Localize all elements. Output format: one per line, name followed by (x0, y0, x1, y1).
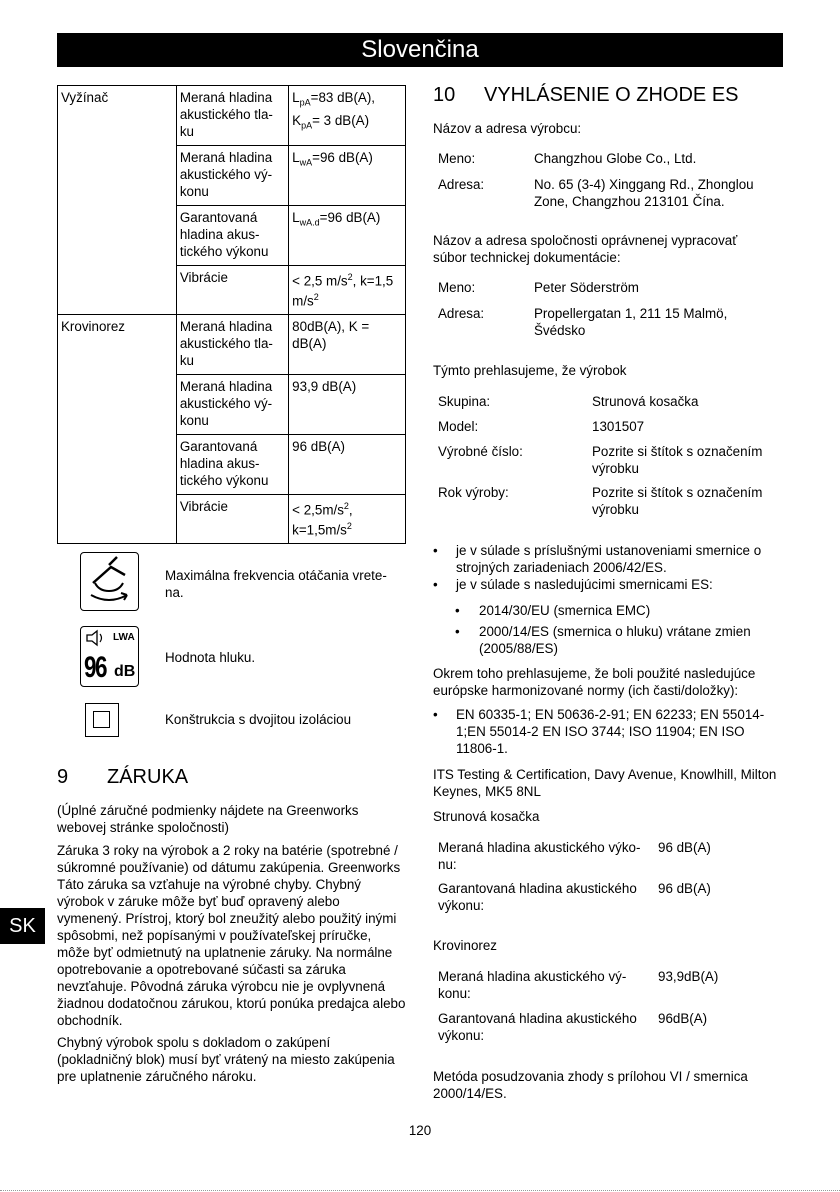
trimmer-heading: Strunová kosačka (433, 809, 540, 824)
list-item: • 2000/14/ES (smernica o hluku) vrátane zmien (2005/88/ES) (455, 624, 751, 656)
double-insulation-icon (85, 703, 119, 737)
section-title: ZÁRUKA (107, 766, 189, 788)
kv-value: 96dB(A) (658, 1011, 708, 1026)
kv-value: Pozrite si štítok s označením výrobku (592, 444, 763, 476)
list-item: • 2014/30/EU (smernica EMC) (455, 603, 651, 618)
noise-vibration-table (57, 85, 406, 544)
table-value-cell: $L_{wA.d}=96$ dB(A) (289, 206, 406, 266)
max-rotation-icon (80, 552, 139, 611)
table-value-cell: $L_{wA}=96$ dB(A) (289, 146, 406, 206)
kv-value: 1301507 (592, 419, 645, 434)
kv-value: 96 dB(A) (658, 840, 711, 855)
table-value-cell: 80dB(A), K = dB(A) (289, 314, 406, 374)
paragraph: Záruka 3 roky na výrobok a 2 roky na batérie (spotrebné / súkromné používanie) od dátumu zakúpenia. Greenworks Táto záruka sa vzťahuje na výrobné chyby. Chybný výrobok v záruke môže byť buď opravený alebo vymenený. Prístroj, ktorý bol zneužitý alebo použitý inými spôsobmi, než popísanými v používateľskej príručke, môže byť odmietnutý na uplatnenie záruky. Na normálne opotrebovanie a opotrebované súčasti sa záruka nevzťahuje. Pôvodná záruka výrobcu nie je ovplyvnená žiadnou dodatočnou zárukou, ktorú ponúka predajca alebo obchodník. (57, 843, 406, 1028)
kv-key: Skupina: (438, 394, 491, 409)
paragraph: Chybný výrobok spolu s dokladom o zakúpení (pokladničný blok) musí byť vrátený na miesto zakúpenia pre uplatnenie záručného nároku. (57, 1035, 395, 1084)
table-row (58, 314, 406, 374)
declare-text: Týmto prehlasujeme, že výrobok (433, 363, 627, 378)
table-group-cell: Vyžínač (58, 86, 177, 315)
table-label-cell: Meraná hladina akustického tla-ku (176, 86, 288, 146)
table-label-cell: Meraná hladina akustického vý-konu (176, 146, 288, 206)
table-row (58, 86, 406, 146)
kv-key: Model: (438, 419, 479, 434)
symbol-text: Maximálna frekvencia otáčania vrete-na. (165, 568, 387, 600)
table-group-cell: Krovinorez (58, 314, 177, 543)
kv-key: Meno: (438, 280, 476, 295)
kv-value: Changzhou Globe Co., Ltd. (534, 151, 697, 166)
kv-value: 93,9dB(A) (658, 969, 719, 984)
manufacturer-heading: Názov a adresa výrobcu: (433, 121, 582, 136)
method-text: Metóda posudzovania zhody s prílohou VI / smernica 2000/14/ES. (433, 1069, 748, 1101)
kv-key: Garantovaná hladina akustického výkonu: (438, 1011, 637, 1043)
symbol-text: Konštrukcia s dvojitou izoláciou (165, 712, 352, 727)
kv-value: Propellergatan 1, 211 15 Malmö, Švédsko (534, 306, 728, 338)
kv-key: Meraná hladina akustického výko-nu: (438, 840, 641, 872)
table-value-cell: < $2,5m/s^2$, $k=1,5m/s^2$ (289, 494, 406, 543)
lwa-label: LWA (113, 632, 135, 643)
page-edge-divider (0, 1190, 840, 1191)
kv-key: Meno: (438, 151, 476, 166)
list-item: • EN 60335-1; EN 50636-2-91; EN 62233; EN 55014-1;EN 55014-2 EN ISO 3744; ISO 11904; EN ISO 11806-1. (433, 707, 765, 756)
brush-heading: Krovinorez (433, 938, 498, 953)
table-value-cell: < 2,5 $m/s^2$, k=1,5 $m/s^2$ (289, 266, 406, 315)
table-label-cell: Meraná hladina akustického vý-konu (176, 374, 288, 434)
authorized-heading: Názov a adresa spoločnosti oprávnenej vypracovať súbor technickej dokumentácie: (433, 233, 738, 265)
table-value-cell: $L_{pA}=83$ dB(A), $K_{pA}= 3$ dB(A) (289, 86, 406, 146)
language-tab: SK (0, 908, 45, 944)
kv-key: Meraná hladina akustického vý-konu: (438, 969, 627, 1001)
table-label-cell: Garantovaná hladina akus-tického výkonu (176, 206, 288, 266)
section-number: 10 (433, 84, 456, 106)
paragraph: (Úplné záručné podmienky nájdete na Greenworks webovej stránke spoločnosti) (57, 803, 359, 835)
table-label-cell: Vibrácie (176, 494, 288, 543)
noise-unit: dB (114, 663, 136, 680)
page-number: 120 (408, 1123, 432, 1138)
noise-value: 96 (84, 651, 107, 684)
section-title: VYHLÁSENIE O ZHODE ES (484, 84, 739, 106)
table-label-cell: Meraná hladina akustického tla-ku (176, 314, 288, 374)
kv-key: Výrobné číslo: (438, 444, 523, 459)
table-label-cell: Garantovaná hladina akus-tického výkonu (176, 434, 288, 494)
section-number: 9 (57, 766, 69, 788)
kv-key: Adresa: (438, 306, 485, 321)
standards-intro: Okrem toho prehlasujeme, že boli použité nasledujúce európske harmonizované normy (ich časti/doložky): (433, 666, 756, 698)
kv-key: Garantovaná hladina akustického výkonu: (438, 881, 637, 913)
list-item: • je v súlade s nasledujúcimi smernicami ES: (433, 577, 713, 592)
table-value-cell: 96 dB(A) (289, 434, 406, 494)
table-value-cell: 93,9 dB(A) (289, 374, 406, 434)
notified-body: ITS Testing & Certification, Davy Avenue, Knowlhill, Milton Keynes, MK5 8NL (433, 767, 777, 799)
kv-value: Peter Söderström (534, 280, 639, 295)
noise-lwa-icon (80, 626, 139, 687)
kv-key: Adresa: (438, 177, 485, 192)
symbol-text: Hodnota hluku. (165, 650, 256, 665)
kv-value: 96 dB(A) (658, 881, 711, 896)
kv-key: Rok výroby: (438, 485, 509, 500)
kv-value: No. 65 (3-4) Xinggang Rd., Zhonglou Zone, Changzhou 213101 Čína. (534, 177, 754, 209)
kv-value: Strunová kosačka (592, 394, 699, 409)
table-label-cell: Vibrácie (176, 266, 288, 315)
list-item: • je v súlade s príslušnými ustanoveniami smernice o strojných zariadeniach 2006/42/ES. (433, 543, 762, 575)
page-header-banner: Slovenčina (57, 33, 783, 67)
kv-value: Pozrite si štítok s označením výrobku (592, 485, 763, 517)
